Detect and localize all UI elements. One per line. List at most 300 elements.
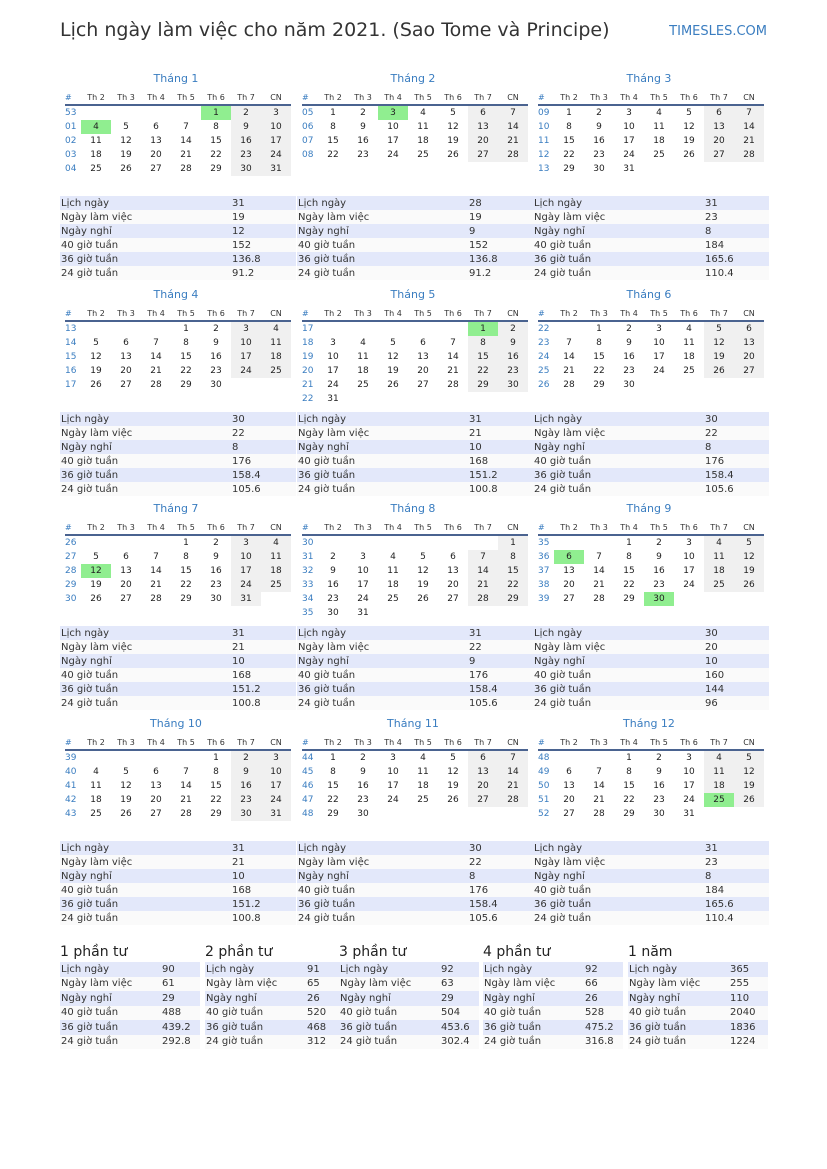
day-header-row — [65, 306, 291, 321]
day-header: Th 7 — [231, 90, 261, 105]
day-cell: 10 — [653, 338, 665, 348]
stat-value: 22 — [468, 640, 533, 654]
stat-value: 10 — [231, 869, 296, 883]
stat-value: 63 — [440, 977, 479, 992]
day-header-row — [538, 520, 764, 535]
day-cell: 19 — [447, 136, 459, 146]
stat-label: Ngày làm việc — [533, 210, 704, 224]
stat-row — [533, 238, 769, 252]
day-cell: 3 — [626, 108, 632, 118]
stat-value: 136.8 — [231, 252, 296, 266]
day-cell: 15 — [623, 781, 635, 791]
stat-row — [297, 468, 533, 482]
week-row — [538, 105, 764, 120]
day-cell: 25 — [357, 380, 369, 390]
stat-value: 100.8 — [231, 911, 296, 925]
day-header: # — [538, 735, 554, 750]
stat-label: 36 giờ tuần — [628, 1020, 729, 1035]
day-cell: 1 — [213, 753, 219, 763]
empty-cell — [231, 378, 261, 392]
week-number: 31 — [302, 552, 314, 562]
summary-block — [483, 944, 623, 1049]
stat-row — [533, 224, 769, 238]
day-cell: 10 — [261, 120, 291, 134]
day-cell: 27 — [150, 809, 162, 819]
stat-value: 20 — [704, 640, 769, 654]
day-cell: 25 — [90, 809, 102, 819]
day-cell: 20 — [120, 580, 132, 590]
stat-row — [533, 897, 769, 911]
month-stats — [60, 412, 296, 496]
stat-value: 90 — [161, 962, 200, 977]
day-cell: 25 — [261, 578, 291, 592]
day-header: Th 6 — [674, 735, 704, 750]
empty-cell — [81, 105, 111, 120]
day-header-row — [302, 520, 528, 535]
day-header: Th 6 — [674, 306, 704, 321]
day-header: Th 4 — [378, 306, 408, 321]
stat-label: Lịch ngày — [533, 841, 704, 855]
stat-row — [297, 454, 533, 468]
empty-cell — [498, 807, 528, 821]
stat-row — [60, 696, 296, 710]
day-header: CN — [261, 90, 291, 105]
day-header-row — [65, 90, 291, 105]
site-link[interactable]: TIMESLES.COM — [669, 24, 767, 39]
week-number: 22 — [302, 394, 314, 404]
week-number: 29 — [65, 580, 77, 590]
month-calendar — [302, 520, 528, 620]
stat-row — [339, 991, 479, 1006]
stat-value: 65 — [306, 977, 345, 992]
day-cell: 8 — [626, 767, 632, 777]
stat-label: Ngày làm việc — [205, 977, 306, 992]
week-row — [65, 564, 291, 578]
day-cell: 13 — [120, 352, 132, 362]
day-header: Th 5 — [171, 520, 201, 535]
day-cell: 18 — [90, 795, 102, 805]
day-cell: 12 — [417, 566, 429, 576]
day-cell: 15 — [327, 781, 339, 791]
day-cell: 18 — [357, 366, 369, 376]
week-number: 28 — [65, 566, 77, 576]
day-cell: 30 — [210, 594, 222, 604]
day-header: Th 4 — [141, 306, 171, 321]
day-cell: 1 — [626, 538, 632, 548]
week-row — [538, 550, 764, 564]
stat-value: 152 — [468, 238, 533, 252]
day-cell: 16 — [498, 350, 528, 364]
stat-label: Ngày nghỉ — [297, 224, 468, 238]
day-header: Th 6 — [438, 306, 468, 321]
stat-value: 439.2 — [161, 1020, 200, 1035]
day-cell: 17 — [357, 580, 369, 590]
stat-value: 10 — [231, 654, 296, 668]
day-cell: 28 — [593, 809, 605, 819]
day-cell: 1 — [566, 108, 572, 118]
day-header: Th 2 — [81, 306, 111, 321]
stat-label: 40 giờ tuần — [60, 668, 231, 682]
stat-row — [297, 640, 533, 654]
stat-label: Ngày làm việc — [60, 855, 231, 869]
month-stats — [533, 841, 769, 925]
stat-row — [483, 1035, 623, 1050]
day-cell: 28 — [734, 148, 764, 162]
day-cell: 6 — [734, 321, 764, 336]
week-row — [65, 105, 291, 120]
day-cell: 11 — [417, 767, 429, 777]
stat-row — [339, 1035, 479, 1050]
day-header: Th 4 — [141, 520, 171, 535]
day-cell: 11 — [683, 338, 695, 348]
stat-value: 475.2 — [584, 1020, 623, 1035]
day-cell: 31 — [357, 608, 369, 618]
day-cell: 26 — [683, 150, 695, 160]
stat-value: 184 — [704, 238, 769, 252]
day-cell: 7 — [153, 338, 159, 348]
day-cell: 14 — [593, 781, 605, 791]
stat-row — [60, 977, 200, 992]
empty-cell — [318, 321, 348, 336]
day-cell: 9 — [330, 566, 336, 576]
stat-row — [60, 883, 296, 897]
stat-value: 31 — [468, 412, 533, 426]
day-cell: 15 — [563, 136, 575, 146]
day-cell: 13 — [563, 566, 575, 576]
day-header: Th 5 — [408, 90, 438, 105]
month-title: Tháng 11 — [387, 717, 439, 730]
stat-row — [297, 426, 533, 440]
day-cell: 11 — [357, 352, 369, 362]
stat-value: 22 — [231, 426, 296, 440]
week-row — [302, 350, 528, 364]
day-cell: 24 — [231, 578, 261, 592]
day-header-row — [302, 90, 528, 105]
day-cell: 26 — [447, 150, 459, 160]
stat-label: Ngày nghỉ — [297, 440, 468, 454]
day-cell: 25 — [704, 578, 734, 592]
stat-label: Lịch ngày — [297, 626, 468, 640]
stat-label: 24 giờ tuần — [533, 482, 704, 496]
day-cell: 24 — [387, 150, 399, 160]
week-number: 06 — [302, 122, 314, 132]
day-cell: 31 — [261, 162, 291, 176]
day-cell: 28 — [593, 594, 605, 604]
stat-value: 110.4 — [704, 911, 769, 925]
day-header: Th 3 — [584, 735, 614, 750]
stat-value: 9 — [468, 224, 533, 238]
stat-row — [483, 1006, 623, 1021]
day-cell: 6 — [153, 767, 159, 777]
week-row — [302, 578, 528, 592]
day-cell: 2 — [596, 108, 602, 118]
day-cell: 8 — [330, 122, 336, 132]
week-number: 48 — [538, 753, 550, 763]
week-row — [538, 134, 764, 148]
stat-value: 91.2 — [231, 266, 296, 280]
day-cell: 19 — [120, 150, 132, 160]
day-cell: 19 — [417, 580, 429, 590]
empty-cell — [554, 535, 584, 550]
day-cell: 12 — [734, 550, 764, 564]
week-number: 35 — [538, 538, 550, 548]
week-number: 26 — [65, 538, 77, 548]
day-cell: 12 — [683, 122, 695, 132]
stat-row — [628, 977, 768, 992]
day-header: Th 2 — [554, 90, 584, 105]
day-cell: 4 — [360, 338, 366, 348]
stat-label: 40 giờ tuần — [339, 1006, 440, 1021]
empty-cell — [378, 321, 408, 336]
day-cell: 23 — [210, 580, 222, 590]
empty-cell — [378, 392, 408, 406]
day-header: CN — [734, 520, 764, 535]
month-title: Tháng 3 — [626, 72, 672, 85]
week-row — [65, 578, 291, 592]
day-cell: 25 — [417, 795, 429, 805]
stat-value: 110 — [729, 991, 768, 1006]
stat-row — [60, 668, 296, 682]
stat-row — [60, 196, 296, 210]
day-header: Th 4 — [378, 520, 408, 535]
day-cell: 20 — [468, 134, 498, 148]
stat-row — [60, 682, 296, 696]
month-title: Tháng 10 — [150, 717, 202, 730]
day-cell: 4 — [704, 750, 734, 765]
stat-value: 365 — [729, 962, 768, 977]
day-cell: 22 — [210, 150, 222, 160]
empty-cell — [378, 606, 408, 620]
stat-label: 40 giờ tuần — [297, 668, 468, 682]
day-cell: 8 — [213, 122, 219, 132]
day-cell: 26 — [90, 594, 102, 604]
stat-row — [205, 1035, 345, 1050]
day-header: Th 7 — [231, 735, 261, 750]
stat-value: 92 — [584, 962, 623, 977]
month-calendar — [302, 306, 528, 406]
week-number: 26 — [538, 380, 550, 390]
stat-value: 292.8 — [161, 1035, 200, 1050]
empty-cell — [111, 321, 141, 336]
stat-label: Ngày nghỉ — [60, 224, 231, 238]
stat-value: 31 — [231, 841, 296, 855]
empty-cell — [261, 378, 291, 392]
day-cell: 16 — [357, 136, 369, 146]
day-header: Th 2 — [554, 520, 584, 535]
day-header: Th 6 — [438, 735, 468, 750]
day-cell: 15 — [468, 350, 498, 364]
day-header: Th 3 — [111, 735, 141, 750]
stat-row — [533, 654, 769, 668]
day-header-row — [538, 90, 764, 105]
stat-row — [533, 682, 769, 696]
empty-cell — [498, 606, 528, 620]
stat-value: 302.4 — [440, 1035, 479, 1050]
day-cell: 22 — [180, 366, 192, 376]
day-cell: 6 — [123, 552, 129, 562]
stat-value: 158.4 — [468, 897, 533, 911]
stat-label: Ngày làm việc — [60, 210, 231, 224]
week-number: 21 — [302, 380, 314, 390]
day-cell: 25 — [387, 594, 399, 604]
empty-cell — [378, 535, 408, 550]
day-cell: 26 — [90, 380, 102, 390]
stat-value: 31 — [468, 626, 533, 640]
empty-cell — [141, 105, 171, 120]
week-number: 18 — [302, 338, 314, 348]
week-number: 47 — [302, 795, 314, 805]
week-row — [538, 148, 764, 162]
week-number: 04 — [65, 164, 77, 174]
month-title: Tháng 8 — [390, 502, 436, 515]
empty-cell — [704, 807, 734, 821]
day-cell: 5 — [704, 321, 734, 336]
day-cell: 22 — [563, 150, 575, 160]
empty-cell — [438, 392, 468, 406]
holiday-day: 6 — [554, 550, 584, 564]
stat-label: Lịch ngày — [60, 626, 231, 640]
stat-row — [60, 224, 296, 238]
week-row — [538, 162, 764, 176]
stat-value: 23 — [704, 855, 769, 869]
day-cell: 23 — [231, 148, 261, 162]
week-row — [302, 535, 528, 550]
week-row — [538, 378, 764, 392]
stat-row — [297, 883, 533, 897]
day-cell: 8 — [183, 552, 189, 562]
day-cell: 4 — [686, 324, 692, 334]
stat-row — [60, 991, 200, 1006]
day-header: Th 4 — [141, 735, 171, 750]
week-row — [65, 535, 291, 550]
day-cell: 30 — [498, 378, 528, 392]
stat-row — [297, 412, 533, 426]
day-cell: 21 — [150, 366, 162, 376]
stat-value: 30 — [231, 412, 296, 426]
day-cell: 18 — [417, 781, 429, 791]
day-header: CN — [498, 90, 528, 105]
stat-value: 26 — [306, 991, 345, 1006]
empty-cell — [734, 378, 764, 392]
day-cell: 14 — [498, 765, 528, 779]
day-cell: 7 — [596, 767, 602, 777]
day-cell: 14 — [498, 120, 528, 134]
stat-label: Lịch ngày — [533, 196, 704, 210]
empty-cell — [704, 162, 734, 176]
day-cell: 12 — [90, 352, 102, 362]
stat-label: 24 giờ tuần — [60, 1035, 161, 1050]
day-cell: 29 — [210, 164, 222, 174]
stat-value: 151.2 — [231, 682, 296, 696]
stat-value: 255 — [729, 977, 768, 992]
stat-label: 24 giờ tuần — [339, 1035, 440, 1050]
day-cell: 28 — [498, 148, 528, 162]
stat-row — [339, 1020, 479, 1035]
summary-title: 3 phần tư — [339, 944, 407, 960]
day-header: Th 2 — [81, 520, 111, 535]
day-cell: 5 — [734, 535, 764, 550]
summary-block — [628, 944, 768, 1049]
day-cell: 9 — [213, 552, 219, 562]
day-header: Th 6 — [438, 90, 468, 105]
day-header: Th 3 — [111, 306, 141, 321]
stat-row — [628, 1020, 768, 1035]
day-cell: 21 — [180, 150, 192, 160]
week-row — [302, 364, 528, 378]
day-cell: 2 — [213, 538, 219, 548]
stat-row — [533, 482, 769, 496]
week-number: 20 — [302, 366, 314, 376]
stat-label: Ngày nghỉ — [533, 440, 704, 454]
day-cell: 21 — [447, 366, 459, 376]
day-cell: 22 — [468, 364, 498, 378]
day-cell: 7 — [498, 750, 528, 765]
day-cell: 6 — [450, 552, 456, 562]
day-cell: 15 — [180, 352, 192, 362]
week-number: 43 — [65, 809, 77, 819]
day-cell: 16 — [593, 136, 605, 146]
stat-value: 158.4 — [231, 468, 296, 482]
day-cell: 25 — [261, 364, 291, 378]
stat-label: Lịch ngày — [60, 196, 231, 210]
stat-row — [297, 869, 533, 883]
week-row — [302, 378, 528, 392]
stat-value: 91 — [306, 962, 345, 977]
day-cell: 22 — [623, 795, 635, 805]
day-header: Th 3 — [584, 520, 614, 535]
summary-stats — [339, 962, 479, 1049]
stat-row — [297, 482, 533, 496]
day-cell: 22 — [593, 366, 605, 376]
week-row — [65, 793, 291, 807]
stat-label: 36 giờ tuần — [533, 682, 704, 696]
stat-label: 24 giờ tuần — [205, 1035, 306, 1050]
day-cell: 24 — [261, 793, 291, 807]
day-cell: 24 — [623, 150, 635, 160]
day-cell: 7 — [468, 550, 498, 564]
stat-label: Lịch ngày — [628, 962, 729, 977]
stat-value: 10 — [468, 440, 533, 454]
stat-label: 24 giờ tuần — [533, 696, 704, 710]
day-header: Th 4 — [378, 735, 408, 750]
month-calendar — [538, 306, 764, 392]
stat-row — [60, 1006, 200, 1021]
day-cell: 29 — [563, 164, 575, 174]
day-cell: 31 — [683, 809, 695, 819]
week-number: 38 — [538, 580, 550, 590]
day-cell: 27 — [563, 594, 575, 604]
week-number: 07 — [302, 136, 314, 146]
stat-value: 31 — [704, 841, 769, 855]
week-number: 17 — [65, 380, 77, 390]
week-number: 13 — [538, 164, 550, 174]
stat-row — [297, 266, 533, 280]
stat-row — [297, 196, 533, 210]
day-header: # — [65, 90, 81, 105]
day-cell: 7 — [183, 767, 189, 777]
stat-label: Ngày làm việc — [297, 210, 468, 224]
day-cell: 3 — [231, 321, 261, 336]
day-cell: 1 — [330, 753, 336, 763]
week-row — [538, 793, 764, 807]
day-cell: 17 — [653, 352, 665, 362]
stat-row — [297, 855, 533, 869]
day-header: # — [65, 735, 81, 750]
day-cell: 17 — [327, 366, 339, 376]
stat-row — [339, 977, 479, 992]
week-row — [538, 578, 764, 592]
day-cell: 22 — [327, 150, 339, 160]
